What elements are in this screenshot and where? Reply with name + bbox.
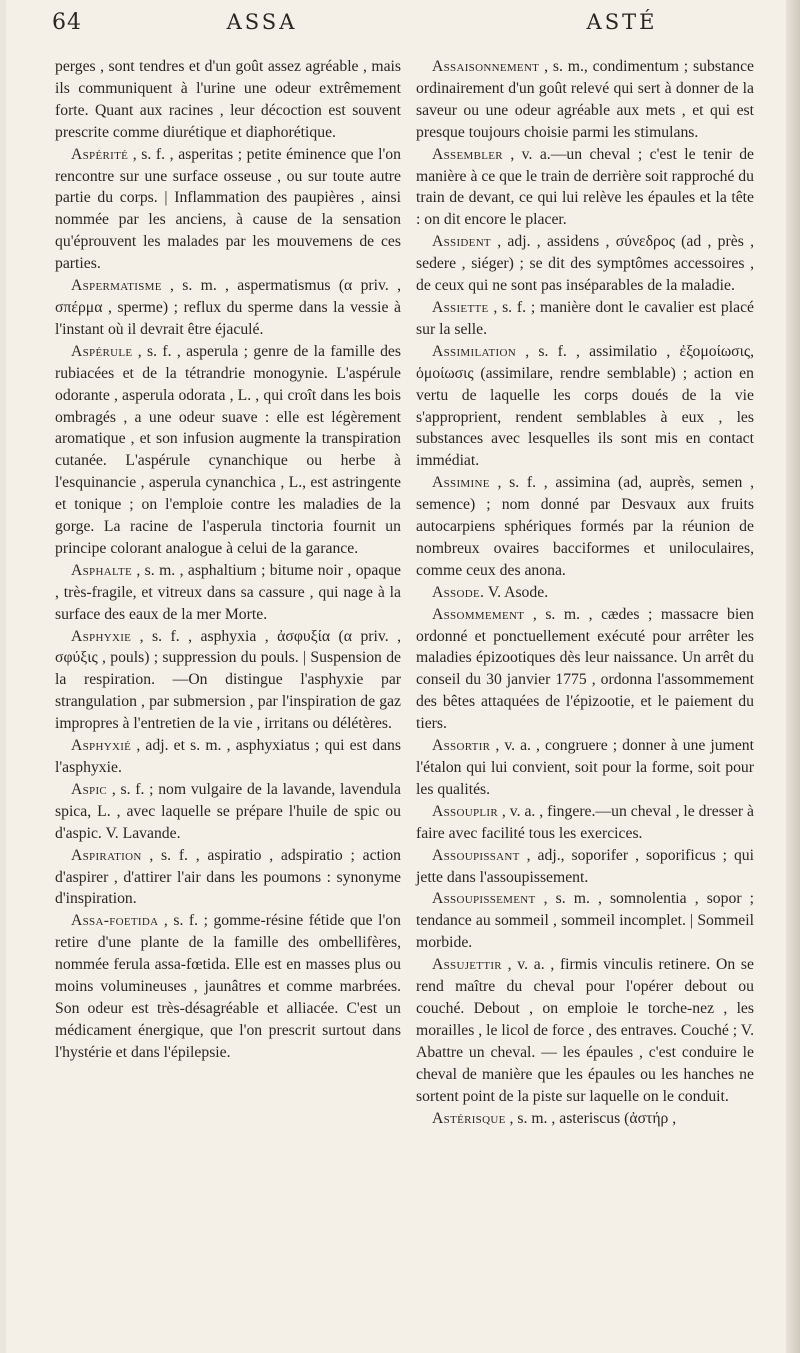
entry-definition: , adj. et s. m. , asphyxiatus ; qui est dans l'asphyxie. (55, 737, 401, 776)
entry-headword: Assembler (432, 145, 503, 163)
entry-definition: V. Asode. (484, 583, 549, 601)
entry-headword: Astérisque (432, 1109, 506, 1127)
entry-headword: Asphyxie (71, 627, 132, 645)
entry-definition: , s. f. , asperula ; genre de la famille des rubiacées et de la tétrandrie monogynie. L'aspérule odorante , asperula odorata , L. , qui croît dans les bois ombragés , a une odeur suave : elle est légèrement aromatique , et son infusion augmente la transpiration cutanée. L'aspérule cynanchique ou herbe à l'esquinancie , asperula cynanchica , L., est astringente et tonique ; on l'emploie contre les maladies de la gorge. La racine de l'asperula tinctoria fournit un principe colorant analogue à celui de la garance. (55, 342, 401, 557)
entry-definition: , s. f. , assimina (ad, auprès, semen , semence) ; nom donné par Desvaux aux fruits autocarpiens sphériques formés par la réunion de nombreux ovaires bacciformes et uniloculaires, comme ceux des anona. (416, 474, 754, 579)
entry-headword: Asphyxié (71, 737, 132, 755)
entry-headword: Assiette (432, 298, 489, 316)
left-running-head: ASSA (226, 10, 298, 34)
dictionary-entry (416, 56, 754, 144)
entry-headword: Aspermatisme (71, 277, 162, 295)
dictionary-entry (55, 845, 401, 911)
entry-definition: , s. m. , somnolentia , sopor ; tendance au sommeil , sommeil incomplet. | Sommeil morbide. (416, 890, 754, 952)
entry-headword: Assaisonnement (432, 58, 540, 75)
entry-definition: , s. f. ; gomme-résine fétide que l'on retire d'une plante de la famille des ombellifères, nommée ferula assa-fœtida. Elle est en masses plus ou moins volumineuses , jaunâtres et comme marbrées. Son odeur est très-désagréable et alliacée. C'est un médicament énergique, que l'on prescrit surtout dans l'hystérie et dans l'épilepsie. (55, 912, 401, 1061)
dictionary-entry (416, 341, 754, 472)
entry-headword: Assimine (432, 474, 490, 492)
dictionary-entry (416, 472, 754, 582)
entry-definition: , s. f. , asphyxia , ἀσφυξία (α priv. , σφύξις , pouls) ; suppression du pouls. | Suspension de la respiration. —On distingue l'asphyxie par strangulation , par submersion , par l'inspiration de gaz impropres à l'entretien de la vie , irritans ou délétères. (55, 627, 401, 733)
entry-headword: Asphalte (71, 561, 132, 579)
entry-definition: , v. a. , fingere.—un cheval , le dresser à faire avec facilité tous les exercices. (416, 802, 754, 842)
entry-definition: , s. f. , aspiratio , adspiratio ; action d'aspirer , d'attirer l'air dans les poumons : synonyme d'inspiration. (55, 846, 401, 908)
dictionary-entry (55, 735, 401, 779)
right-running-head: ASTÉ (586, 10, 658, 34)
entry-definition: perges , sont tendres et d'un goût assez agréable , mais ils communiquent à l'urine une odeur extrêmement forte. Quant aux racines , leur décoction est souvent prescrite comme diurétique et diaphorétique. (55, 58, 401, 141)
dictionary-entry (416, 144, 754, 232)
left-column (55, 56, 401, 1064)
entry-headword: Aspiration (71, 846, 142, 864)
entry-definition: , adj., soporifer , soporificus ; qui jette dans l'assoupissement. (416, 846, 754, 886)
dictionary-entry (55, 144, 401, 275)
dictionary-entry (55, 910, 401, 1063)
entry-definition: , s. m. , asteriscus (ἀστήρ , (505, 1109, 677, 1127)
entry-headword: Assortir (432, 737, 491, 755)
dictionary-entry (55, 560, 401, 626)
entry-definition: , s. f. ; nom vulgaire de la lavande, lavendula spica, L. , avec laquelle se prépare l'huile de spic ou d'aspic. V. Lavande. (55, 780, 401, 842)
entry-headword: Assommement (432, 605, 525, 623)
entry-headword: Assujettir (432, 956, 502, 974)
dictionary-entry (55, 56, 401, 144)
dictionary-entry (416, 604, 754, 735)
entry-definition: , v. a.—un cheval ; c'est le tenir de manière à ce que le train de derrière soit rapproché du train de devant, ce qui lui relève les épaules et la tête : on dit encore le placer. (416, 145, 754, 229)
entry-headword: Assident (432, 233, 491, 251)
dictionary-entry (416, 297, 754, 341)
dictionary-entry (416, 801, 754, 845)
dictionary-entry (416, 231, 754, 297)
entry-headword: Aspérule (71, 342, 133, 360)
entry-definition: , s. f. ; manière dont le cavalier est placé sur la selle. (416, 298, 754, 338)
dictionary-entry (55, 275, 401, 341)
right-column (416, 56, 754, 1129)
entry-headword: Assimilation (432, 342, 516, 360)
dictionary-entry (416, 735, 754, 801)
entry-headword: Assoupissant (432, 846, 520, 864)
dictionary-entry (55, 779, 401, 845)
book-spine-shadow (786, 0, 800, 1353)
entry-headword: Assouplir (432, 802, 498, 820)
page-number: 64 (52, 10, 82, 35)
entry-definition: , adj. , assidens , σύνεδρος (ad , près , sedere , siéger) ; se dit des symptômes accessoires , de ceux qui ne sont pas inséparables de la maladie. (416, 233, 754, 295)
entry-headword: Aspic (71, 780, 108, 798)
entry-definition: , s. m. , asphaltium ; bitume noir , opaque , très-fragile, et vitreux dans sa cassure , qui nage à la surface des eaux de la mer Morte. (55, 561, 401, 623)
dictionary-entry (55, 626, 401, 736)
dictionary-entry (416, 582, 754, 604)
entry-headword: Assoupissement (432, 890, 536, 908)
entry-headword: Assa-foetida (71, 912, 159, 930)
entry-definition: , s. m. , cædes ; massacre bien ordonné et ponctuellement exécuté pour arrêter les maladies épizootiques dès leur naissance. Un arrêt du conseil du 30 janvier 1775 , ordonna l'assommement des bêtes attaquées de l'épizootie, et le paiement du tiers. (416, 605, 754, 733)
entry-definition: , v. a. , congruere ; donner à une jument l'étalon qui lui convient, soit pour la forme, soit pour les qualités. (416, 737, 754, 798)
entry-definition: , s. m., condimentum ; substance ordinairement d'un goût relevé qui sert à donner de la saveur ou une odeur agréable aux mets , et qui est presque toujours choisie parmi les stimulans. (416, 58, 754, 141)
entry-definition: , s. f. , assimilatio , ἐξομοίωσις, ὁμοίωσις (assimilare, rendre semblable) ; action en vertu de laquelle les corps doués de la vie s'approprient, rendent semblables à eux , les substances avec lesquelles ils sont mis en contact immédiat. (416, 342, 754, 470)
dictionary-entry (416, 954, 754, 1107)
entry-definition: , s. f. , asperitas ; petite éminence que l'on rencontre sur une surface osseuse , ou sur toute autre partie du corps. | Inflammation des paupières , ainsi nommée par les anciens, à cause de la sensation qu'éprouvent les malades par les mouvemens de ces parties. (55, 145, 401, 273)
dictionary-entry (416, 1108, 754, 1130)
entry-headword: Assode. (432, 583, 485, 601)
entry-definition: , s. m. , aspermatismus (α priv. , σπέρμα , sperme) ; reflux du sperme dans la vessie à l'instant où il devrait être éjaculé. (55, 277, 401, 338)
entry-headword: Aspérité (71, 145, 129, 163)
dictionary-entry (55, 341, 401, 560)
entry-definition: , v. a. , firmis vinculis retinere. On se rend maître du cheval pour l'opérer debout ou couché. Debout , on emploie le torche-nez , les morailles , le licol de force , des entraves. Couché ; V. Abattre un cheval. — les épaules , c'est conduire le cheval de manière que les épaules ou les hanches ne sortent point de la piste sur laquelle on le conduit. (416, 956, 754, 1105)
dictionary-entry (416, 888, 754, 954)
dictionary-entry (416, 845, 754, 889)
running-header (52, 10, 774, 44)
page-left-edge (0, 0, 6, 1353)
